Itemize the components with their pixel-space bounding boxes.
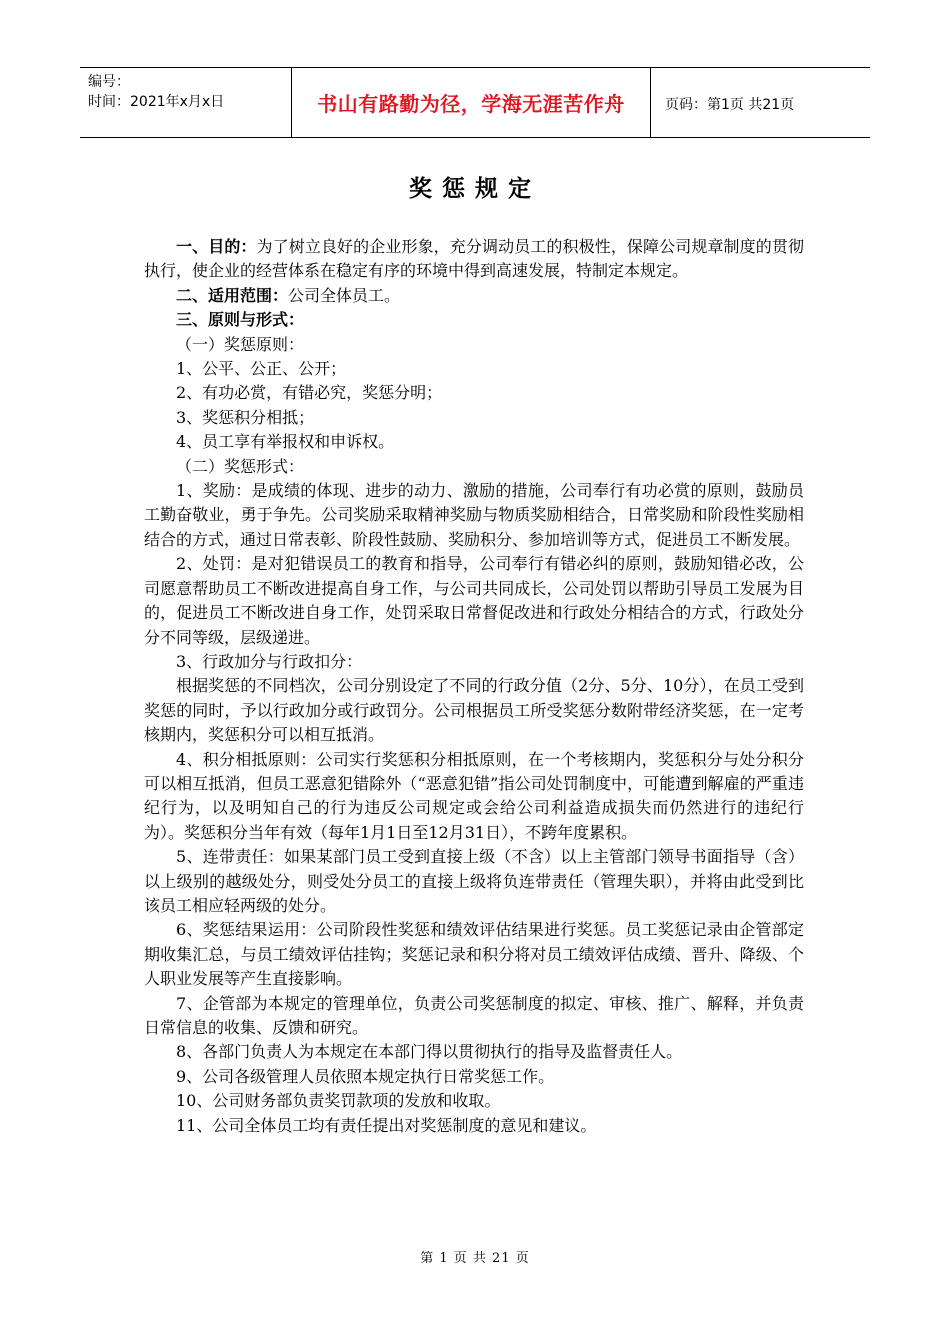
paragraph-text: 8、各部门负责人为本规定在本部门得以贯彻执行的指导及监督责任人。: [176, 1042, 683, 1062]
document-body: [144, 235, 804, 1138]
document-number-label: 编号：: [88, 74, 130, 90]
paragraph-text: （二）奖惩形式：: [176, 456, 305, 476]
paragraph-text: 4、积分相抵原则：公司实行奖惩积分相抵原则，在一个考核期内，奖惩积分与处分积分可以相互抵消，但员工恶意犯错除外（“恶意犯错”指公司处罚制度中，可能遭到解雇的严重违纪行为，以及明知自己的行为违反公司规定或会给公司利益造成损失而仍然进行的违纪行为）。奖惩积分当年有效（每年1月1日至12月31日），不跨年度累积。: [144, 749, 804, 842]
body-paragraph: [144, 650, 804, 674]
body-paragraph: [144, 381, 804, 405]
header-motto: 书山有路勤为径，学海无涯苦作舟: [291, 68, 651, 137]
paragraph-text: （一）奖惩原则：: [176, 334, 305, 354]
section-heading: 三、原则与形式：: [176, 310, 305, 330]
body-paragraph: [144, 1040, 804, 1064]
paragraph-text: 2、有功必赏，有错必究，奖惩分明；: [176, 383, 443, 403]
paragraph-text: 为了树立良好的企业形象，充分调动员工的积极性，保障公司规章制度的贯彻执行，使企业的经营体系在稳定有序的环境中得到高速发展，特制定本规定。: [144, 237, 804, 281]
paragraph-text: 根据奖惩的不同档次，公司分别设定了不同的行政分值（2分、5分、10分），在员工受到奖惩的同时，予以行政加分或行政罚分。公司根据员工所受奖惩分数附带经济奖惩，在一定考核期内，奖惩积分可以相互抵消。: [144, 676, 804, 745]
body-paragraph: [144, 918, 804, 991]
paragraph-text: 1、公平、公正、公开；: [176, 359, 347, 379]
paragraph-text: 5、连带责任：如果某部门员工受到直接上级（不含）以上主管部门领导书面指导（含）以上级别的越级处分，则受处分员工的直接上级将负连带责任（管理失职），并将由此受到比该员工相应轻两级的处分。: [144, 847, 804, 915]
body-paragraph: [144, 552, 804, 650]
body-paragraph: [144, 235, 804, 284]
body-paragraph: [144, 357, 804, 381]
page-header: [80, 67, 870, 138]
body-paragraph: [144, 1089, 804, 1113]
paragraph-text: 2、处罚：是对犯错误员工的教育和指导，公司奉行有错必纠的原则，鼓励知错必改，公司愿意帮助员工不断改进提高自身工作，与公司共同成长，公司处罚以帮助引导员工发展为目的，促进员工不断改进自身工作，处罚采取日常督促改进和行政处分相结合的方式，行政处分分不同等级，层级递进。: [144, 554, 804, 647]
paragraph-text: 10、公司财务部负责奖罚款项的发放和收取。: [176, 1091, 501, 1111]
document-title: 奖惩规定: [409, 176, 541, 202]
paragraph-text: 1、奖励：是成绩的体现、进步的动力、激励的措施，公司奉行有功必赏的原则，鼓励员工勤奋敬业，勇于争先。公司奖励采取精神奖励与物质奖励相结合，日常奖励和阶段性奖励相结合的方式，通过日常表彰、阶段性鼓励、奖励积分、参加培训等方式，促进员工不断发展。: [144, 481, 804, 549]
paragraph-text: 3、行政加分与行政扣分：: [176, 651, 363, 671]
section-heading: 二、适用范围：: [176, 285, 289, 305]
paragraph-text: 11、公司全体员工均有责任提出对奖惩制度的意见和建议。: [176, 1115, 597, 1135]
body-paragraph: [144, 284, 804, 308]
paragraph-text: 3、奖惩积分相抵；: [176, 407, 315, 427]
body-paragraph: [144, 845, 804, 918]
body-paragraph: [144, 479, 804, 552]
body-paragraph: [144, 1065, 804, 1089]
body-paragraph: [144, 1114, 804, 1138]
body-paragraph: [144, 333, 804, 357]
body-paragraph: [144, 455, 804, 479]
paragraph-text: 公司全体员工。: [288, 285, 401, 305]
body-paragraph: [144, 992, 804, 1041]
body-paragraph: [144, 430, 804, 454]
paragraph-text: 9、公司各级管理人员依照本规定执行日常奖惩工作。: [176, 1066, 555, 1086]
document-date-label: 时间：2021年x月x日: [88, 94, 225, 110]
body-paragraph: [144, 748, 804, 846]
paragraph-text: 6、奖惩结果运用：公司阶段性奖惩和绩效评估结果进行奖惩。员工奖惩记录由企管部定期收集汇总，与员工绩效评估挂钩；奖惩记录和积分将对员工绩效评估成绩、晋升、降级、个人职业发展等产生直接影响。: [144, 920, 804, 989]
paragraph-text: 7、企管部为本规定的管理单位，负责公司奖惩制度的拟定、审核、推广、解释，并负责日常信息的收集、反馈和研究。: [144, 993, 804, 1037]
body-paragraph: [144, 406, 804, 430]
header-meta: [88, 72, 284, 112]
body-paragraph: [144, 308, 804, 332]
page-footer: 第 1 页 共 21 页: [420, 1251, 530, 1266]
paragraph-text: 4、员工享有举报权和申诉权。: [176, 432, 395, 452]
header-page-info: 页码：第1页 共21页: [665, 97, 795, 113]
body-paragraph: [144, 674, 804, 747]
section-heading: 一、目的：: [176, 237, 257, 256]
